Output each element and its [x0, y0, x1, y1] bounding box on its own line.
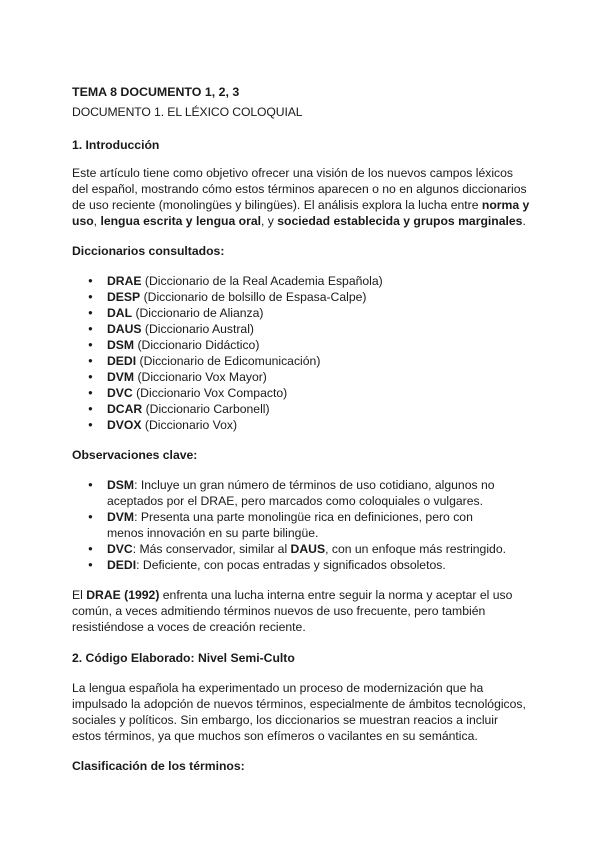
list-item: ● DVM (Diccionario Vox Mayor) [72, 369, 532, 385]
dictionaries-list [72, 273, 532, 433]
observations-heading: Observaciones clave: [72, 448, 198, 462]
dictionaries-heading: Diccionarios consultados: [72, 244, 225, 258]
bold-sociedad: sociedad establecida y grupos marginales [277, 214, 523, 228]
bold-norma-uso: norma y uso [72, 198, 530, 228]
intro-paragraph: Este artículo tiene como objetivo ofrecer una visión de los nuevos campos léxicos del español, mostrando cómo estos términos aparecen o no en algunos diccionarios de uso reciente (monolingües y bilingües). El análisis explora la lucha entre norma y uso, lengua escrita y lengua oral, y sociedad establecida y grupos marginales. [72, 166, 530, 228]
section2-paragraph: La lengua española ha experimentado un proceso de modernización que ha impulsado la adopción de nuevos términos, especialmente de ámbitos tecnológicos, sociales y políticos. Sin embargo, los diccionarios se muestran reacios a incluir estos términos, ya que muchos son efímeros o vacilantes en su semántica. [72, 681, 526, 743]
observations-list [72, 477, 512, 573]
list-item: ● DSM: Incluye un gran número de términos de uso cotidiano, algunos no aceptados por el DRAE, pero marcados como coloquiales o vulgares. [72, 477, 512, 509]
list-item: ● DCAR (Diccionario Carbonell) [72, 401, 532, 417]
document-page [72, 84, 532, 774]
list-item: ● DSM (Diccionario Didáctico) [72, 337, 532, 353]
list-item: ● DESP (Diccionario de bolsillo de Espasa-Calpe) [72, 289, 532, 305]
list-item: ● DAL (Diccionario de Alianza) [72, 305, 532, 321]
list-item: ● DEDI (Diccionario de Edicomunicación) [72, 353, 532, 369]
bold-lengua: lengua escrita y lengua oral [100, 214, 261, 228]
section-heading-codigo-elaborado: 2. Código Elaborado: Nivel Semi-Culto [72, 651, 295, 665]
list-item: ● DEDI: Deficiente, con pocas entradas y significados obsoletos. [72, 557, 512, 573]
drae-paragraph: El DRAE (1992) enfrenta una lucha interna entre seguir la norma y aceptar el uso común, a veces admitiendo términos nuevos de uso frecuente, pero también resistiéndose a voces de creación reciente. [72, 588, 513, 634]
document-subtitle: DOCUMENTO 1. EL LÉXICO COLOQUIAL [72, 105, 303, 119]
list-item: ● DVC: Más conservador, similar al DAUS, con un enfoque más restringido. [72, 541, 512, 557]
list-item: ● DVC (Diccionario Vox Compacto) [72, 385, 532, 401]
section-heading-introduccion: 1. Introducción [72, 138, 160, 152]
document-title: TEMA 8 DOCUMENTO 1, 2, 3 [72, 85, 240, 99]
list-item: ● DVM: Presenta una parte monolingüe rica en definiciones, pero con menos innovación en su parte bilingüe. [72, 509, 512, 541]
classification-heading: Clasificación de los términos: [72, 759, 245, 773]
list-item: ● DVOX (Diccionario Vox) [72, 417, 532, 433]
list-item: ● DAUS (Diccionario Austral) [72, 321, 532, 337]
list-item: ● DRAE (Diccionario de la Real Academia Española) [72, 273, 532, 289]
